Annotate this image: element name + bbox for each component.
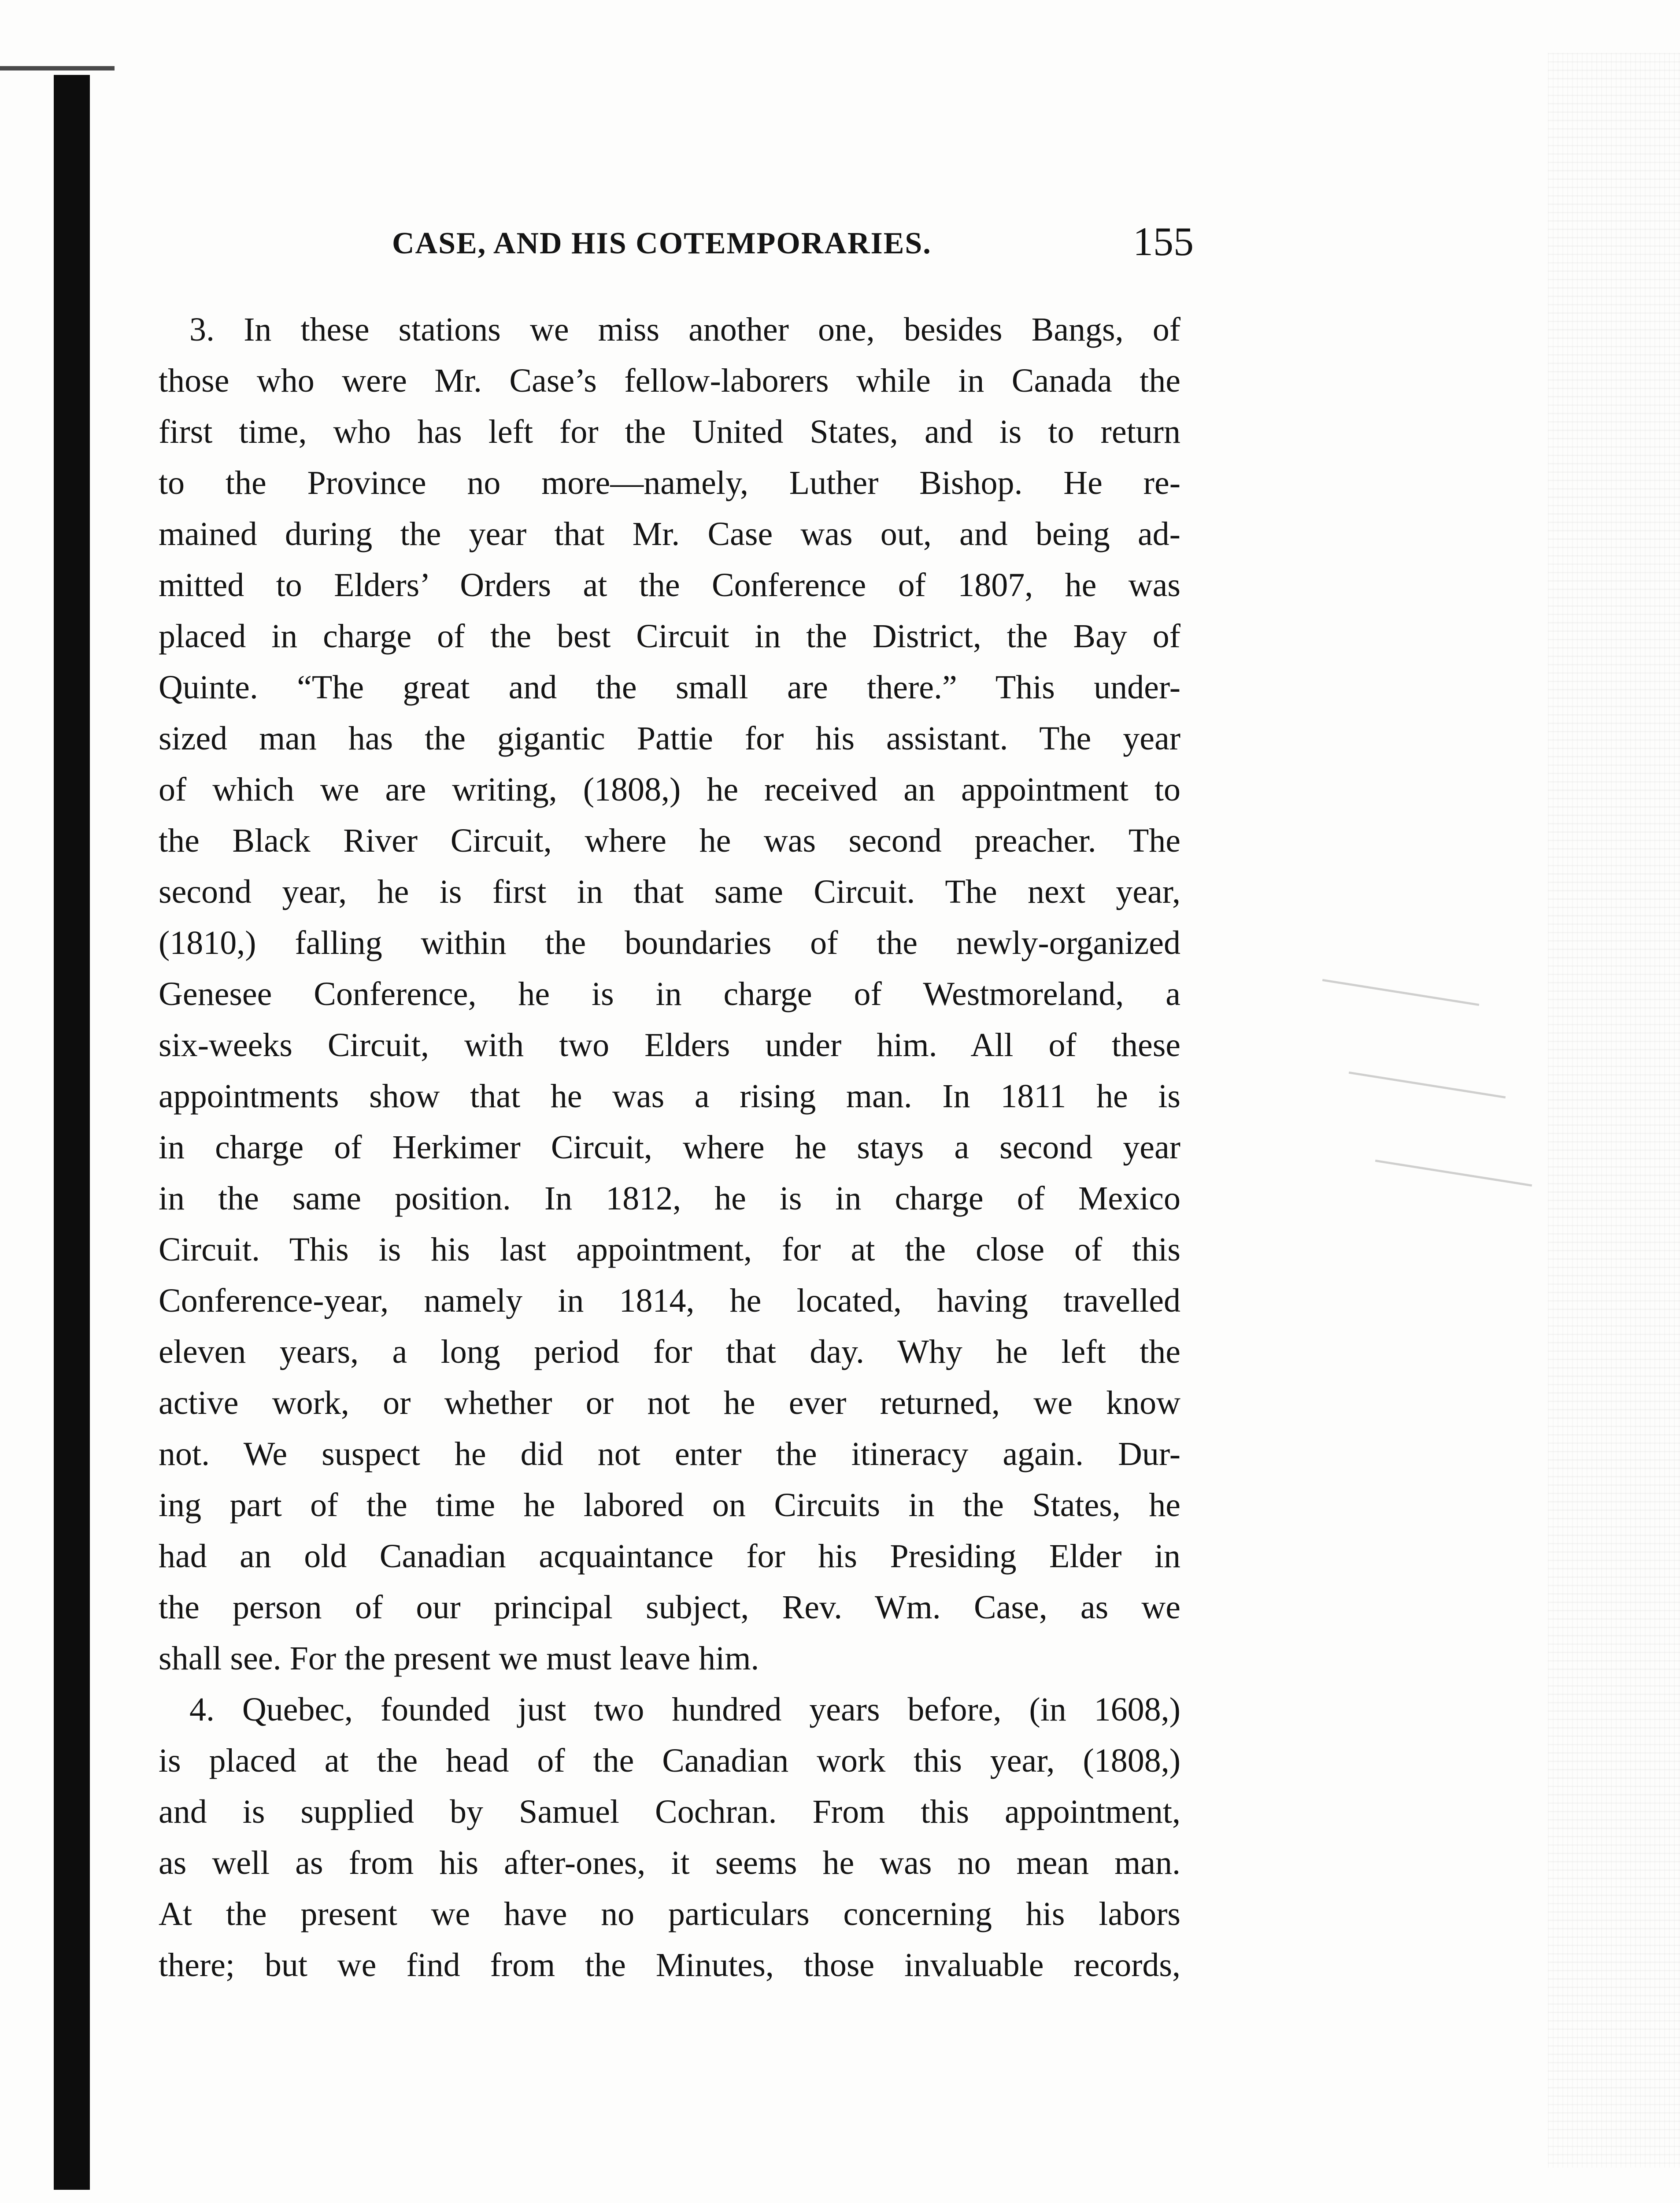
text-line: eleven years, a long period for that day. Why he left the <box>159 1333 1180 1370</box>
text-line: those who were Mr. Case’s fellow-laborers while in Canada the <box>159 362 1180 399</box>
text-line: first time, who has left for the United States, and is to return <box>159 413 1180 450</box>
text-line: the Black River Circuit, where he was second preacher. The <box>159 822 1180 859</box>
scan-streak-1 <box>1322 979 1479 1006</box>
binding-edge-top-mark <box>0 66 115 70</box>
text-line: the person of our principal subject, Rev. Wm. Case, as we <box>159 1589 1180 1626</box>
right-edge-scan-noise <box>1548 53 1680 2168</box>
text-line: shall see. For the present we must leave him. <box>159 1640 759 1677</box>
text-line: second year, he is first in that same Circuit. The next year, <box>159 873 1180 910</box>
text-line: At the present we have no particulars concerning his labors <box>159 1895 1180 1932</box>
text-line: Conference-year, namely in 1814, he located, having travelled <box>159 1282 1180 1319</box>
text-line: Circuit. This is his last appointment, for at the close of this <box>159 1231 1180 1268</box>
text-line: (1810,) falling within the boundaries of the newly-organized <box>159 924 1180 961</box>
text-line: Quinte. “The great and the small are there.” This under- <box>159 669 1180 706</box>
text-line: there; but we find from the Minutes, those invaluable records, <box>159 1947 1180 1984</box>
scan-streak-3 <box>1375 1160 1532 1187</box>
text-line: of which we are writing, (1808,) he received an appointment to <box>159 771 1180 808</box>
text-line: in the same position. In 1812, he is in charge of Mexico <box>159 1180 1180 1217</box>
text-line: is placed at the head of the Canadian work this year, (1808,) <box>159 1742 1180 1779</box>
scan-streak-2 <box>1349 1072 1506 1098</box>
text-line: 3. In these stations we miss another one, besides Bangs, of <box>189 311 1180 348</box>
text-line: and is supplied by Samuel Cochran. From this appointment, <box>159 1793 1180 1830</box>
text-line: six-weeks Circuit, with two Elders under him. All of these <box>159 1027 1180 1064</box>
body-text <box>159 304 1180 1991</box>
text-line: as well as from his after-ones, it seems he was no mean man. <box>159 1844 1180 1881</box>
text-line: not. We suspect he did not enter the itineracy again. Dur- <box>159 1435 1180 1472</box>
text-line: Genesee Conference, he is in charge of Westmoreland, a <box>159 975 1180 1012</box>
text-line: mitted to Elders’ Orders at the Conference of 1807, he was <box>159 567 1180 604</box>
text-line: placed in charge of the best Circuit in the District, the Bay of <box>159 618 1180 655</box>
page-number: 155 <box>1133 219 1194 264</box>
text-line: in charge of Herkimer Circuit, where he stays a second year <box>159 1129 1180 1166</box>
text-line: sized man has the gigantic Pattie for his assistant. The year <box>159 720 1180 757</box>
binding-edge-shadow <box>54 75 90 2190</box>
text-line: active work, or whether or not he ever returned, we know <box>159 1384 1180 1421</box>
text-line: mained during the year that Mr. Case was out, and being ad- <box>159 516 1180 553</box>
text-line: to the Province no more—namely, Luther Bishop. He re- <box>159 464 1180 501</box>
running-title: CASE, AND HIS COTEMPORARIES. <box>392 226 932 260</box>
text-line: 4. Quebec, founded just two hundred years before, (in 1608,) <box>189 1691 1180 1728</box>
text-line: ing part of the time he labored on Circuits in the States, he <box>159 1487 1180 1524</box>
text-line: appointments show that he was a rising man. In 1811 he is <box>159 1078 1180 1115</box>
page-header <box>392 218 1194 271</box>
text-line: had an old Canadian acquaintance for his Presiding Elder in <box>159 1538 1180 1575</box>
